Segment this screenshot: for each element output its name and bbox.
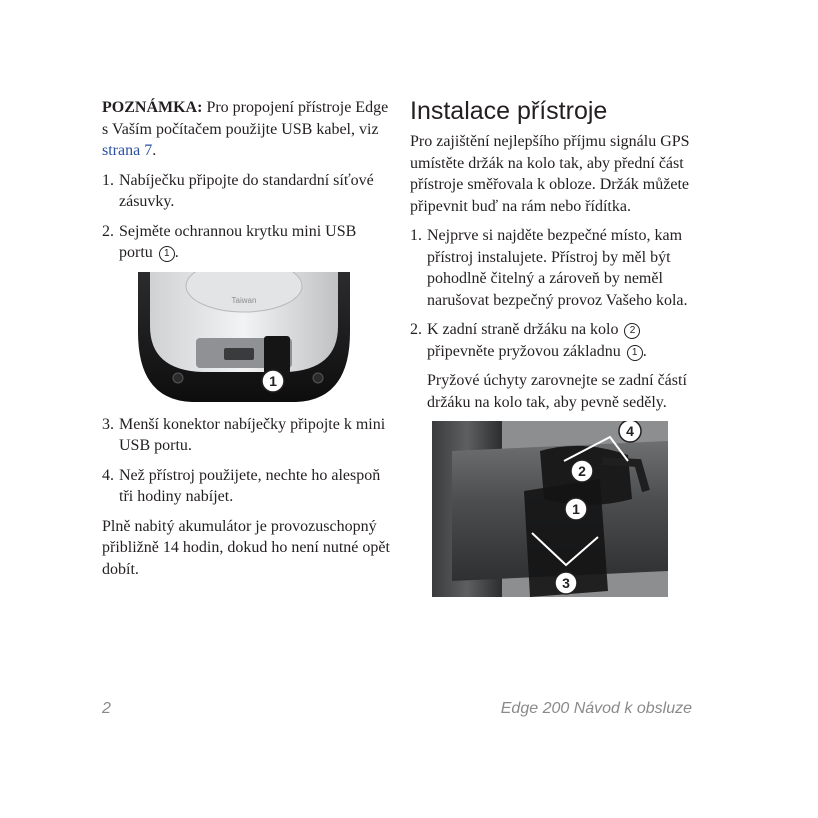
usb-port: [224, 348, 254, 360]
sub-paragraph: Pryžové úchyty zarovnejte se zadní částí držáku na kolo tak, aby pevně seděly.: [427, 372, 687, 411]
callout-number: 3: [562, 575, 570, 591]
callout-marker: 1: [159, 246, 175, 262]
note-label: POZNÁMKA:: [102, 99, 203, 116]
right-column: [410, 97, 710, 601]
usb-cover: [264, 336, 290, 374]
steps-list-b: [102, 414, 392, 508]
callout-number: 1: [572, 501, 580, 517]
callout-number: 4: [626, 423, 634, 439]
left-column: [102, 97, 392, 588]
callout-marker: 1: [627, 345, 643, 361]
steps-list-c: [410, 225, 710, 362]
note-text: Pro propojení přístroje Edge s Vaším počítačem použijte USB kabel, viz: [102, 99, 389, 138]
usb-port-figure: [136, 272, 352, 404]
callout-number: 2: [578, 463, 586, 479]
device-region-text: Taiwan: [231, 295, 257, 305]
callout-number: 1: [269, 372, 277, 389]
bike-mount-figure: [432, 421, 672, 601]
list-item: 2. Sejměte ochrannou krytku mini USB portu 1 .: [102, 222, 357, 261]
footer-title: Edge 200 Návod k obsluze: [500, 700, 692, 717]
screw-left: [173, 373, 183, 383]
list-item: 1. Nejprve si najděte bezpečné místo, kam přístroj instalujete. Přístroj by měl být pohodlně čitelný a zároveň by neměl narušovat bezpečný provoz Vašeho kola.: [410, 227, 688, 309]
list-item: 1. Nabíječku připojte do standardní síťové zásuvky.: [102, 171, 374, 210]
page-link[interactable]: strana 7: [102, 142, 153, 159]
callout-marker: 2: [624, 323, 640, 339]
closing-paragraph: Plně nabitý akumulátor je provozuschopný přibližně 14 hodin, dokud ho není nutné opět dobít.: [102, 517, 390, 578]
list-item: 2. K zadní straně držáku na kolo 2 připevněte pryžovou základnu 1 .: [410, 321, 647, 360]
note-paragraph: POZNÁMKA: Pro propojení přístroje Edge s Vaším počítačem použijte USB kabel, viz strana 7.: [102, 99, 389, 159]
page-number: 2: [102, 700, 111, 717]
list-item: 4. Než přístroj použijete, nechte ho alespoň tři hodiny nabíjet.: [102, 466, 381, 505]
section-heading: Instalace přístroje: [410, 97, 608, 125]
screw-right: [313, 373, 323, 383]
list-item: 3. Menší konektor nabíječky připojte k mini USB portu.: [102, 415, 386, 454]
steps-list-a: [102, 170, 392, 264]
intro-paragraph: Pro zajištění nejlepšího příjmu signálu GPS umístěte držák na kolo tak, aby přední část přístroje směřovala k obloze. Držák můžete připevnit buď na rám nebo řídítka.: [410, 133, 690, 215]
